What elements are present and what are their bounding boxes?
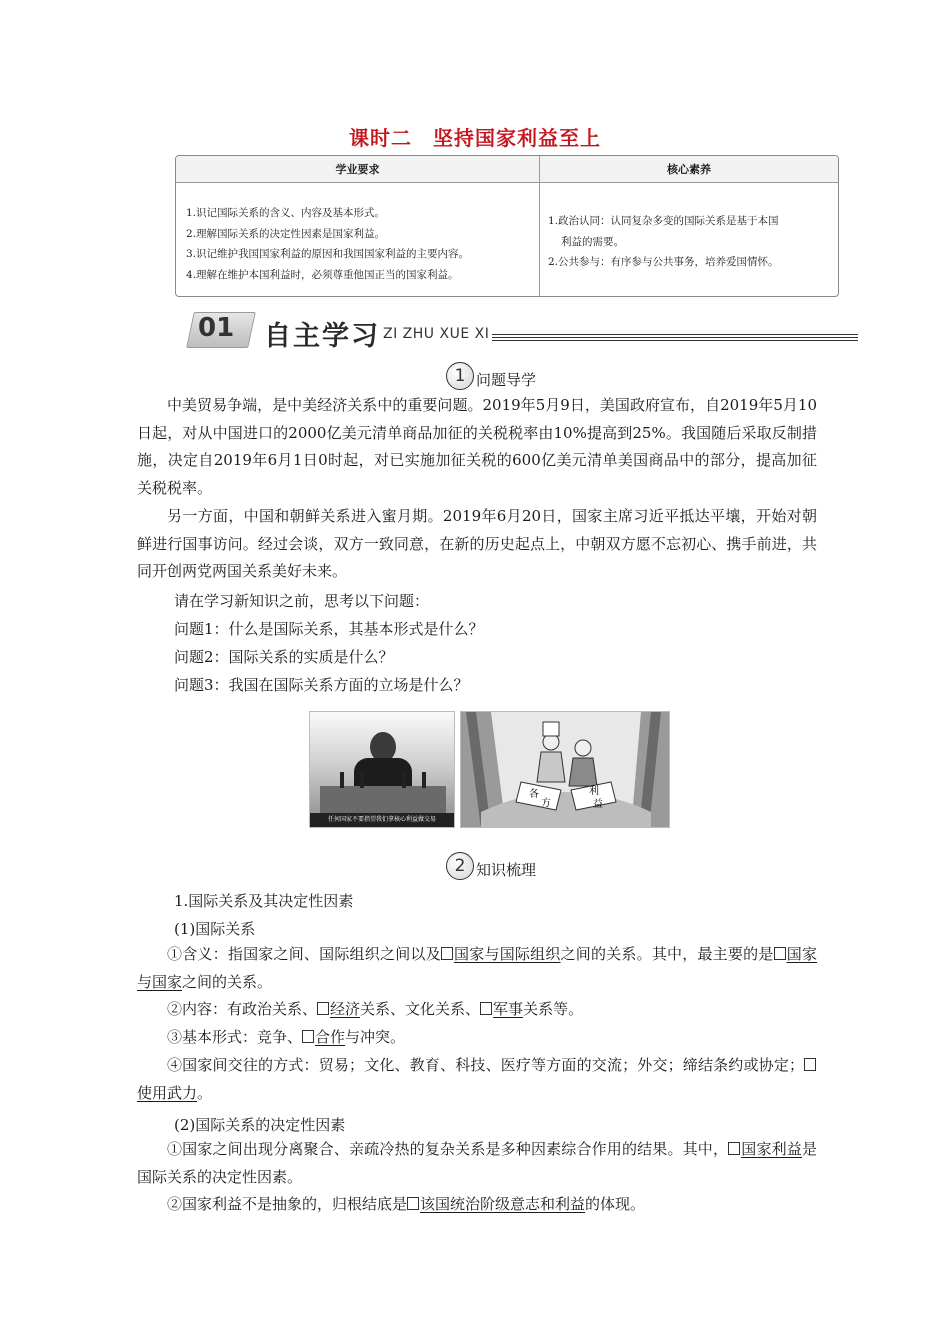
literacy-item-cont: 利益的需要。 — [561, 235, 624, 248]
fill-blank: 军事 — [480, 1000, 523, 1018]
requirements-table — [175, 155, 839, 297]
cartoon-label: 各 — [529, 789, 539, 800]
fill-blank: 国家利益 — [728, 1140, 802, 1158]
knowledge-heading: 1.国际关系及其决定性因素 — [174, 892, 354, 910]
knowledge-item: ③基本形式：竞争、 合作与冲突。 — [167, 1028, 406, 1046]
requirements-table-header — [176, 156, 838, 183]
question-item: 问题1：什么是国际关系，其基本形式是什么？ — [174, 620, 484, 638]
knowledge-subheading: (2)国际关系的决定性因素 — [174, 1116, 346, 1134]
question-item: 问题3：我国在国际关系方面的立场是什么？ — [174, 676, 469, 694]
cartoon-label: 方 — [541, 798, 551, 809]
requirement-item: 4.理解在维护本国利益时，必须尊重他国正当的国家利益。 — [186, 268, 459, 281]
intro-paragraph: 另一方面，中国和朝鲜关系进入蜜月期。2019年6月20日，国家主席习近平抵达平壤，开始对朝鲜进行国事访问。经过会谈，双方一致同意，在新的历史起点上，中朝双方愿不忘初心、携手前进，共同开创两党两国关系美好未来。 — [137, 507, 817, 581]
checkbox-icon — [774, 947, 786, 960]
questions-intro: 请在学习新知识之前，思考以下问题： — [174, 592, 430, 610]
knowledge-item: ②国家利益不是抽象的，归根结底是 该国统治阶级意志和利益的体现。 — [167, 1195, 646, 1213]
banner-rule — [492, 334, 858, 346]
fill-blank: 国家与国际组织 — [441, 945, 561, 963]
checkbox-icon — [804, 1058, 816, 1071]
checkbox-icon — [728, 1142, 740, 1155]
core-literacy — [540, 183, 838, 297]
checkbox-icon — [302, 1030, 314, 1043]
fill-blank: 经济 — [317, 1000, 360, 1018]
checkbox-icon — [407, 1197, 419, 1210]
photo-caption: 任何国家不要指望我们拿核心利益做交易 — [310, 813, 454, 827]
intro-paragraph: 中美贸易争端，是中美经济关系中的重要问题。2019年5月9日，美国政府宣布，自2019年5月10日起，对从中国进口的2000亿美元清单商品加征的关税税率由10%提高到25%。我国随后采取反制措施，决定自2019年6月1日0时起，对已实施加征关税的600亿美元清单美国商品中的部分，提高加征关税税率。 — [137, 396, 817, 497]
requirement-item: 3.识记维护我国国家利益的原因和我国国家利益的主要内容。 — [186, 248, 470, 260]
col-header-academic: 学业要求 — [176, 156, 540, 182]
academic-requirements — [176, 183, 540, 297]
requirement-item: 1.识记国际关系的含义、内容及基本形式。 — [186, 207, 386, 219]
fill-blank: 该国统治阶级意志和利益 — [407, 1195, 585, 1213]
question-item: 问题2：国际关系的实质是什么？ — [174, 648, 394, 666]
fill-blank: 国家与国家 — [137, 945, 817, 991]
checkbox-icon — [480, 1002, 492, 1015]
requirement-item: 2.理解国际关系的决定性因素是国家利益。 — [186, 227, 386, 240]
news-photo — [309, 711, 455, 828]
knowledge-item: ①含义：指国家之间、国际组织之间以及 国家与国际组织之间的关系。其中，最主要的是 国家与国家之间的关系。 — [137, 945, 817, 991]
literacy-item: 2.公共参与：有序参与公共事务，培养爱国情怀。 — [548, 256, 779, 268]
fill-blank: 合作 — [302, 1028, 345, 1046]
knowledge-item: ①国家之间出现分离聚合、亲疏冷热的复杂关系是多种因素综合作用的结果。其中， 国家利益是国际关系的决定性因素。 — [137, 1140, 817, 1186]
cartoon-label: 益 — [593, 799, 603, 810]
circled-number-icon: 2 — [446, 852, 474, 880]
fill-blank: 使用武力 — [137, 1056, 817, 1102]
knowledge-subheading: (1)国际关系 — [174, 920, 256, 938]
page-title: 课时二 坚持国家利益至上 — [349, 126, 601, 150]
knowledge-item: ④国家间交往的方式：贸易；文化、教育、科技、医疗等方面的交流；外交；缔结条约或协定；使用武力。 — [137, 1052, 817, 1107]
section-title: 问题导学 — [476, 371, 537, 389]
literacy-item: 1.政治认同：认同复杂多变的国际关系是基于本国 — [548, 215, 779, 227]
col-header-core: 核心素养 — [667, 163, 711, 176]
banner-pinyin: ZI ZHU XUE XI — [383, 326, 490, 342]
section-title: 知识梳理 — [476, 861, 537, 879]
section-heading-knowledge — [446, 852, 536, 880]
banner-label: 自主学习 — [264, 321, 380, 352]
banner-number: 01 — [198, 313, 235, 343]
political-cartoon — [460, 711, 670, 828]
cartoon-label: 利 — [589, 786, 599, 797]
checkbox-icon — [441, 947, 453, 960]
section-banner — [190, 312, 858, 350]
checkbox-icon — [317, 1002, 329, 1015]
circled-number-icon: 1 — [446, 362, 474, 390]
section-heading-guide — [446, 362, 536, 390]
knowledge-item: ②内容：有政治关系、 经济关系、文化关系、 军事关系等。 — [167, 1000, 584, 1018]
